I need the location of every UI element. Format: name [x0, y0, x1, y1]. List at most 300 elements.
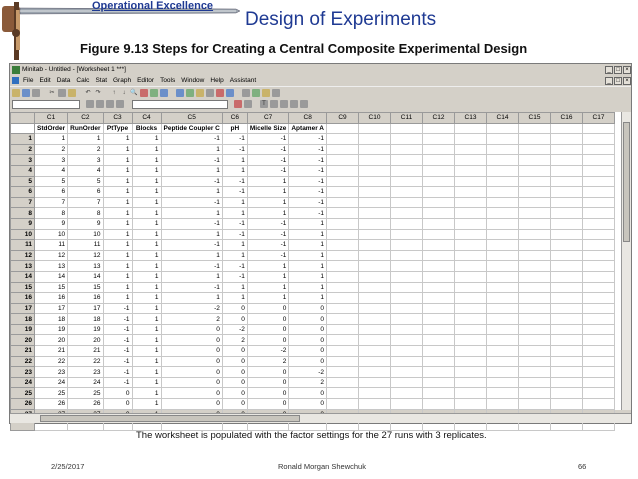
data-cell[interactable]: -1 — [222, 261, 247, 272]
empty-cell[interactable] — [423, 240, 455, 251]
column-name-cell[interactable] — [391, 123, 423, 134]
column-header[interactable]: C17 — [583, 113, 615, 124]
data-cell[interactable]: -1 — [289, 176, 327, 187]
empty-cell[interactable] — [391, 176, 423, 187]
data-cell[interactable]: 7 — [68, 197, 103, 208]
row-header[interactable]: 15 — [11, 282, 35, 293]
empty-cell[interactable] — [551, 367, 583, 378]
empty-cell[interactable] — [391, 324, 423, 335]
select-icon[interactable] — [244, 100, 252, 108]
column-header[interactable]: C12 — [423, 113, 455, 124]
row-header[interactable]: 20 — [11, 335, 35, 346]
column-header[interactable]: C13 — [455, 113, 487, 124]
empty-cell[interactable] — [583, 377, 615, 388]
data-cell[interactable]: 10 — [35, 229, 68, 240]
empty-cell[interactable] — [327, 282, 359, 293]
empty-cell[interactable] — [583, 176, 615, 187]
row-header[interactable]: 8 — [11, 208, 35, 219]
empty-cell[interactable] — [359, 293, 391, 304]
data-cell[interactable]: 1 — [132, 303, 161, 314]
row-header[interactable]: 10 — [11, 229, 35, 240]
data-cell[interactable]: 12 — [68, 250, 103, 261]
data-cell[interactable]: 3 — [35, 155, 68, 166]
empty-cell[interactable] — [519, 324, 551, 335]
zoom-icon[interactable] — [262, 89, 270, 97]
column-header[interactable]: C7 — [247, 113, 289, 124]
data-cell[interactable]: 13 — [35, 261, 68, 272]
data-cell[interactable]: 0 — [289, 335, 327, 346]
data-cell[interactable]: -1 — [289, 134, 327, 145]
data-cell[interactable]: -1 — [161, 218, 222, 229]
data-cell[interactable]: 1 — [132, 388, 161, 399]
data-cell[interactable]: 0 — [161, 346, 222, 357]
undo-icon[interactable]: ↶ — [85, 89, 91, 96]
empty-cell[interactable] — [359, 335, 391, 346]
rectangle-tool-icon[interactable] — [270, 100, 278, 108]
data-cell[interactable]: 1 — [222, 293, 247, 304]
data-cell[interactable]: 1 — [289, 271, 327, 282]
pen-icon[interactable] — [272, 89, 280, 97]
data-cell[interactable]: -1 — [161, 240, 222, 251]
empty-cell[interactable] — [583, 165, 615, 176]
data-cell[interactable]: 21 — [68, 346, 103, 357]
data-cell[interactable]: 0 — [222, 356, 247, 367]
data-cell[interactable]: 1 — [132, 293, 161, 304]
data-cell[interactable]: 1 — [132, 197, 161, 208]
data-cell[interactable]: 1 — [247, 208, 289, 219]
ellipse-tool-icon[interactable] — [280, 100, 288, 108]
data-cell[interactable]: -1 — [103, 356, 132, 367]
empty-cell[interactable] — [551, 208, 583, 219]
data-cell[interactable]: 1 — [103, 155, 132, 166]
menu-data[interactable]: Data — [56, 77, 71, 84]
data-cell[interactable]: 1 — [132, 240, 161, 251]
empty-cell[interactable] — [519, 176, 551, 187]
data-cell[interactable]: 0 — [247, 314, 289, 325]
data-cell[interactable]: 1 — [222, 208, 247, 219]
data-cell[interactable]: 26 — [35, 399, 68, 410]
polygon-tool-icon[interactable] — [300, 100, 308, 108]
data-cell[interactable]: 0 — [222, 346, 247, 357]
empty-cell[interactable] — [359, 377, 391, 388]
data-cell[interactable]: 1 — [222, 240, 247, 251]
data-cell[interactable]: 1 — [247, 271, 289, 282]
empty-cell[interactable] — [519, 293, 551, 304]
empty-cell[interactable] — [455, 240, 487, 251]
data-cell[interactable]: 1 — [132, 155, 161, 166]
data-cell[interactable]: 1 — [103, 134, 132, 145]
empty-cell[interactable] — [359, 314, 391, 325]
data-cell[interactable]: -1 — [222, 134, 247, 145]
empty-cell[interactable] — [359, 187, 391, 198]
empty-cell[interactable] — [359, 261, 391, 272]
column-name-cell[interactable] — [583, 123, 615, 134]
empty-cell[interactable] — [423, 303, 455, 314]
data-cell[interactable]: -1 — [103, 346, 132, 357]
empty-cell[interactable] — [519, 356, 551, 367]
empty-cell[interactable] — [519, 144, 551, 155]
data-cell[interactable]: -1 — [247, 155, 289, 166]
empty-cell[interactable] — [583, 134, 615, 145]
data-cell[interactable]: 1 — [103, 165, 132, 176]
row-header[interactable]: 14 — [11, 271, 35, 282]
empty-cell[interactable] — [519, 271, 551, 282]
empty-cell[interactable] — [487, 218, 519, 229]
empty-cell[interactable] — [551, 155, 583, 166]
empty-cell[interactable] — [391, 197, 423, 208]
empty-cell[interactable] — [583, 229, 615, 240]
data-cell[interactable]: 1 — [132, 377, 161, 388]
data-cell[interactable]: 20 — [68, 335, 103, 346]
empty-cell[interactable] — [391, 314, 423, 325]
data-cell[interactable]: 24 — [35, 377, 68, 388]
empty-cell[interactable] — [423, 187, 455, 198]
empty-cell[interactable] — [519, 314, 551, 325]
empty-cell[interactable] — [327, 314, 359, 325]
data-cell[interactable]: 1 — [132, 282, 161, 293]
data-cell[interactable]: 1 — [132, 229, 161, 240]
data-cell[interactable]: 1 — [132, 356, 161, 367]
empty-cell[interactable] — [583, 282, 615, 293]
data-cell[interactable]: 1 — [132, 261, 161, 272]
data-cell[interactable]: -1 — [103, 367, 132, 378]
data-cell[interactable]: -1 — [161, 282, 222, 293]
data-cell[interactable]: 0 — [161, 356, 222, 367]
redo-icon[interactable]: ↷ — [95, 89, 101, 96]
empty-cell[interactable] — [359, 176, 391, 187]
empty-cell[interactable] — [423, 208, 455, 219]
empty-cell[interactable] — [551, 144, 583, 155]
data-cell[interactable]: -1 — [289, 165, 327, 176]
empty-cell[interactable] — [359, 367, 391, 378]
open-icon[interactable] — [12, 89, 20, 97]
empty-cell[interactable] — [423, 377, 455, 388]
empty-cell[interactable] — [519, 155, 551, 166]
data-cell[interactable]: 16 — [68, 293, 103, 304]
data-cell[interactable]: 4 — [68, 165, 103, 176]
data-cell[interactable]: 0 — [222, 388, 247, 399]
empty-cell[interactable] — [487, 134, 519, 145]
empty-cell[interactable] — [519, 197, 551, 208]
empty-cell[interactable] — [551, 282, 583, 293]
empty-cell[interactable] — [359, 303, 391, 314]
data-cell[interactable]: -1 — [289, 187, 327, 198]
empty-cell[interactable] — [359, 346, 391, 357]
data-cell[interactable]: -1 — [247, 165, 289, 176]
empty-cell[interactable] — [423, 261, 455, 272]
menu-help[interactable]: Help — [210, 77, 224, 84]
data-cell[interactable]: 18 — [68, 314, 103, 325]
column-header[interactable]: C2 — [68, 113, 103, 124]
cut-icon[interactable]: ✂ — [49, 89, 55, 96]
data-cell[interactable]: 0 — [247, 377, 289, 388]
move-columns-icon[interactable] — [116, 100, 124, 108]
empty-cell[interactable] — [423, 155, 455, 166]
data-cell[interactable]: -1 — [222, 187, 247, 198]
empty-cell[interactable] — [551, 335, 583, 346]
crosshair-icon[interactable] — [252, 89, 260, 97]
empty-cell[interactable] — [359, 356, 391, 367]
data-cell[interactable]: 1 — [161, 229, 222, 240]
data-cell[interactable]: 1 — [247, 187, 289, 198]
column-header[interactable]: C4 — [132, 113, 161, 124]
menu-editor[interactable]: Editor — [137, 77, 155, 84]
empty-cell[interactable] — [519, 367, 551, 378]
data-cell[interactable]: 1 — [132, 208, 161, 219]
data-cell[interactable]: 25 — [35, 388, 68, 399]
data-cell[interactable]: -1 — [103, 377, 132, 388]
data-cell[interactable]: 3 — [68, 155, 103, 166]
data-cell[interactable]: 0 — [289, 303, 327, 314]
empty-cell[interactable] — [423, 399, 455, 410]
column-header[interactable]: C10 — [359, 113, 391, 124]
child-restore-button[interactable]: □ — [614, 77, 622, 85]
empty-cell[interactable] — [327, 367, 359, 378]
empty-cell[interactable] — [455, 187, 487, 198]
row-header[interactable]: 22 — [11, 356, 35, 367]
empty-cell[interactable] — [423, 165, 455, 176]
empty-cell[interactable] — [487, 356, 519, 367]
empty-cell[interactable] — [487, 250, 519, 261]
column-name-cell[interactable]: Peptide Coupler C — [161, 123, 222, 134]
empty-cell[interactable] — [519, 250, 551, 261]
column-name-cell[interactable] — [551, 123, 583, 134]
data-cell[interactable]: 6 — [35, 187, 68, 198]
row-header[interactable]: 23 — [11, 367, 35, 378]
child-minimize-button[interactable]: _ — [605, 77, 613, 85]
empty-cell[interactable] — [519, 388, 551, 399]
data-cell[interactable]: 2 — [247, 356, 289, 367]
insert-columns-icon[interactable] — [106, 100, 114, 108]
empty-cell[interactable] — [583, 261, 615, 272]
data-cell[interactable]: 18 — [35, 314, 68, 325]
empty-cell[interactable] — [455, 197, 487, 208]
empty-cell[interactable] — [359, 197, 391, 208]
empty-cell[interactable] — [391, 155, 423, 166]
empty-cell[interactable] — [391, 346, 423, 357]
empty-cell[interactable] — [487, 144, 519, 155]
data-cell[interactable]: -1 — [247, 250, 289, 261]
empty-cell[interactable] — [391, 335, 423, 346]
data-cell[interactable]: -1 — [247, 144, 289, 155]
column-name-cell[interactable]: StdOrder — [35, 123, 68, 134]
data-cell[interactable]: 1 — [247, 282, 289, 293]
empty-cell[interactable] — [359, 165, 391, 176]
data-cell[interactable]: -1 — [161, 155, 222, 166]
empty-cell[interactable] — [423, 367, 455, 378]
empty-cell[interactable] — [391, 240, 423, 251]
column-header[interactable]: C14 — [487, 113, 519, 124]
empty-cell[interactable] — [519, 165, 551, 176]
data-cell[interactable]: -2 — [289, 367, 327, 378]
empty-cell[interactable] — [455, 229, 487, 240]
close-button[interactable]: × — [623, 66, 631, 74]
data-cell[interactable]: 1 — [35, 134, 68, 145]
empty-cell[interactable] — [551, 197, 583, 208]
data-cell[interactable]: 2 — [222, 335, 247, 346]
empty-cell[interactable] — [423, 250, 455, 261]
data-cell[interactable]: -1 — [161, 176, 222, 187]
column-name-cell[interactable]: Blocks — [132, 123, 161, 134]
data-cell[interactable]: 0 — [247, 303, 289, 314]
data-cell[interactable]: 1 — [132, 346, 161, 357]
empty-cell[interactable] — [487, 176, 519, 187]
data-cell[interactable]: 1 — [222, 282, 247, 293]
data-cell[interactable]: 1 — [222, 155, 247, 166]
empty-cell[interactable] — [551, 134, 583, 145]
empty-cell[interactable] — [391, 165, 423, 176]
empty-cell[interactable] — [423, 356, 455, 367]
empty-cell[interactable] — [455, 324, 487, 335]
data-cell[interactable]: -1 — [103, 303, 132, 314]
data-cell[interactable]: 0 — [247, 388, 289, 399]
empty-cell[interactable] — [455, 208, 487, 219]
data-cell[interactable]: 1 — [68, 134, 103, 145]
data-cell[interactable]: 0 — [161, 377, 222, 388]
column-header[interactable]: C15 — [519, 113, 551, 124]
column-name-cell[interactable] — [359, 123, 391, 134]
empty-cell[interactable] — [519, 399, 551, 410]
row-header[interactable]: 17 — [11, 303, 35, 314]
data-cell[interactable]: -1 — [161, 197, 222, 208]
data-cell[interactable]: 0 — [103, 388, 132, 399]
data-cell[interactable]: 19 — [35, 324, 68, 335]
data-cell[interactable]: 1 — [103, 197, 132, 208]
data-cell[interactable]: 1 — [132, 134, 161, 145]
data-cell[interactable]: -2 — [222, 324, 247, 335]
empty-cell[interactable] — [391, 377, 423, 388]
empty-cell[interactable] — [551, 293, 583, 304]
data-cell[interactable]: 0 — [222, 303, 247, 314]
text-tool-icon[interactable]: T — [260, 100, 268, 108]
data-cell[interactable]: 0 — [161, 367, 222, 378]
empty-cell[interactable] — [359, 208, 391, 219]
empty-cell[interactable] — [519, 134, 551, 145]
row-header[interactable]: 11 — [11, 240, 35, 251]
child-close-button[interactable]: × — [623, 77, 631, 85]
column-name-cell[interactable]: PtType — [103, 123, 132, 134]
data-cell[interactable]: 5 — [35, 176, 68, 187]
empty-cell[interactable] — [391, 218, 423, 229]
brush-icon[interactable] — [242, 89, 250, 97]
row-header[interactable]: 2 — [11, 144, 35, 155]
data-cell[interactable]: -1 — [103, 324, 132, 335]
empty-cell[interactable] — [487, 261, 519, 272]
data-cell[interactable]: 1 — [103, 240, 132, 251]
empty-cell[interactable] — [327, 144, 359, 155]
copy-icon[interactable] — [58, 89, 66, 97]
insert-rows-icon[interactable] — [96, 100, 104, 108]
empty-cell[interactable] — [583, 399, 615, 410]
data-cell[interactable]: 10 — [68, 229, 103, 240]
empty-cell[interactable] — [455, 250, 487, 261]
empty-cell[interactable] — [391, 208, 423, 219]
empty-cell[interactable] — [359, 324, 391, 335]
empty-cell[interactable] — [423, 346, 455, 357]
data-cell[interactable]: 1 — [161, 250, 222, 261]
empty-cell[interactable] — [487, 367, 519, 378]
print-icon[interactable] — [32, 89, 40, 97]
menu-graph[interactable]: Graph — [113, 77, 132, 84]
empty-cell[interactable] — [455, 356, 487, 367]
horizontal-scrollbar[interactable] — [10, 413, 631, 423]
data-cell[interactable]: -1 — [289, 208, 327, 219]
empty-cell[interactable] — [487, 208, 519, 219]
empty-cell[interactable] — [327, 229, 359, 240]
row-header[interactable]: 26 — [11, 399, 35, 410]
menu-assistant[interactable]: Assistant — [229, 77, 257, 84]
empty-cell[interactable] — [423, 335, 455, 346]
empty-cell[interactable] — [551, 218, 583, 229]
data-cell[interactable]: 1 — [161, 165, 222, 176]
empty-cell[interactable] — [583, 303, 615, 314]
empty-cell[interactable] — [519, 377, 551, 388]
empty-cell[interactable] — [583, 293, 615, 304]
empty-cell[interactable] — [583, 240, 615, 251]
empty-cell[interactable] — [551, 229, 583, 240]
empty-cell[interactable] — [551, 165, 583, 176]
data-cell[interactable]: 1 — [289, 218, 327, 229]
empty-cell[interactable] — [455, 261, 487, 272]
empty-cell[interactable] — [487, 388, 519, 399]
empty-cell[interactable] — [327, 155, 359, 166]
empty-cell[interactable] — [583, 144, 615, 155]
data-cell[interactable]: 9 — [68, 218, 103, 229]
empty-cell[interactable] — [487, 314, 519, 325]
empty-cell[interactable] — [327, 187, 359, 198]
data-cell[interactable]: 0 — [161, 335, 222, 346]
empty-cell[interactable] — [487, 229, 519, 240]
row-header[interactable]: 24 — [11, 377, 35, 388]
data-cell[interactable]: 1 — [289, 293, 327, 304]
session-icon[interactable] — [150, 89, 158, 97]
data-cell[interactable]: 11 — [35, 240, 68, 251]
empty-cell[interactable] — [487, 197, 519, 208]
data-cell[interactable]: 0 — [289, 314, 327, 325]
empty-cell[interactable] — [583, 218, 615, 229]
empty-cell[interactable] — [455, 335, 487, 346]
data-cell[interactable]: 20 — [35, 335, 68, 346]
empty-cell[interactable] — [327, 250, 359, 261]
data-cell[interactable]: -1 — [247, 240, 289, 251]
empty-cell[interactable] — [327, 271, 359, 282]
insert-cells-icon[interactable] — [86, 100, 94, 108]
empty-cell[interactable] — [327, 356, 359, 367]
empty-cell[interactable] — [583, 388, 615, 399]
column-header[interactable]: C6 — [222, 113, 247, 124]
data-cell[interactable]: 9 — [35, 218, 68, 229]
vertical-scrollbar[interactable] — [621, 112, 631, 410]
data-cell[interactable]: -1 — [247, 229, 289, 240]
empty-cell[interactable] — [551, 176, 583, 187]
column-name-cell[interactable] — [423, 123, 455, 134]
empty-cell[interactable] — [391, 134, 423, 145]
empty-cell[interactable] — [327, 261, 359, 272]
empty-cell[interactable] — [519, 261, 551, 272]
empty-cell[interactable] — [455, 218, 487, 229]
menu-tools[interactable]: Tools — [160, 77, 176, 84]
menu-edit[interactable]: Edit — [39, 77, 51, 84]
empty-cell[interactable] — [359, 282, 391, 293]
report-pad-icon[interactable] — [216, 89, 224, 97]
data-cell[interactable]: 1 — [132, 187, 161, 198]
empty-cell[interactable] — [359, 271, 391, 282]
data-cell[interactable]: 2 — [161, 314, 222, 325]
empty-cell[interactable] — [519, 346, 551, 357]
data-cell[interactable]: -2 — [161, 303, 222, 314]
empty-cell[interactable] — [327, 293, 359, 304]
data-cell[interactable]: 1 — [103, 271, 132, 282]
